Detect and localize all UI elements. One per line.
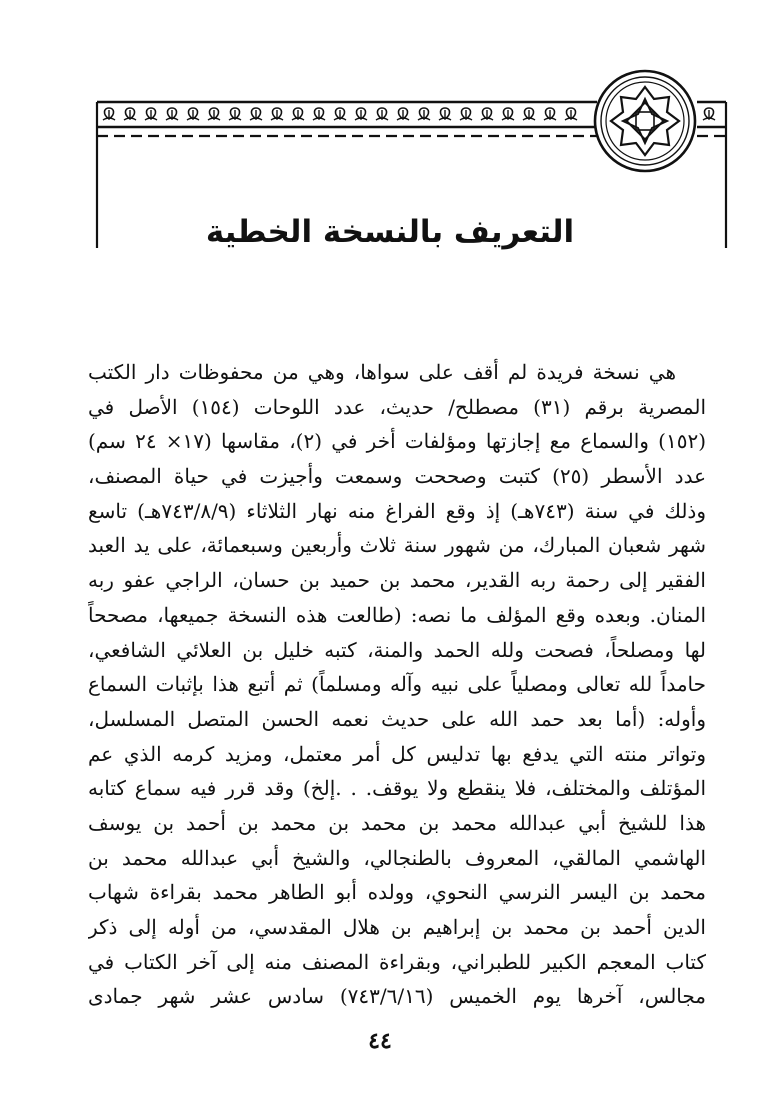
chapter-title: التعريف بالنسخة الخطية <box>205 214 575 250</box>
body-line: (١٥٢) والسماع مع إجازتها ومؤلفات أخر في (٢)، مقاسها (١٧× ٢٤ سم) <box>88 429 706 454</box>
body-line: المنان. وبعده وقع المؤلف ما نصه: (طالعت هذه النسخة جميعها، مصححاً <box>88 602 706 627</box>
body-line: الدين أحمد بن محمد بن إبراهيم بن هلال المقدسي، من أوله إلى ذكر <box>88 915 706 939</box>
body-line: حامداً لله تعالى ومصلياً على نبيه وآله ومسلماً) ثم أتبع هذا بإثبات السماع <box>88 672 706 697</box>
body-line: لها ومصلحاً، فصحت ولله الحمد والمنة، كتبه خليل بن العلائي الشافعي، <box>88 637 706 662</box>
geometric-medallion-icon <box>595 71 695 171</box>
body-line: عدد الأسطر (٢٥) كتبت وصححت وسمعت وأجيزت في حياة المصنف، <box>88 464 706 489</box>
body-line: الهاشمي المالقي، المعروف بالطنجالي، والشيخ أبي عبدالله محمد بن <box>88 845 706 870</box>
body-line: المؤتلف والمختلف، فلا ينقطع ولا يوقف. . .إلخ) وقد قرر فيه سماع كتابه <box>88 776 706 801</box>
body-line: محمد بن اليسر النرسي النحوي، وولده أبو الطاهر محمد بقراءة شهاب <box>88 880 706 905</box>
body-line: الفقير إلى رحمة ربه القدير، محمد بن حميد بن حسان، الراجي عفو ربه <box>88 568 706 593</box>
body-line: مجالس، آخرها يوم الخميس (٧٤٣/٦/١٦) سادس عشر شهر جمادى <box>88 984 706 1009</box>
page-number: ٤٤ <box>368 1028 392 1054</box>
body-line: وأوله: (أما بعد حمد الله على حديث نعمه الحسن المتصل المسلسل، <box>88 706 706 731</box>
body-line: هذا للشيخ أبي عبدالله محمد بن محمد بن محمد بن أحمد بن يوسف <box>88 810 706 835</box>
body-text <box>88 355 706 1014</box>
body-line: كتاب المعجم الكبير للطبراني، وبقراءة المصنف منه إلى آخر الكتاب في <box>88 949 706 974</box>
body-line: هي نسخة فريدة لم أقف على سواها، وهي من محفوظات دار الكتب <box>88 360 676 384</box>
body-line: وذلك في سنة (٧٤٣هـ) إذ وقع الفراغ منه نهار الثلاثاء (٧٤٣/٨/٩هـ) تاسع <box>88 498 706 523</box>
body-line: المصرية برقم (٣١) مصطلح/ حديث، عدد اللوحات (١٥٤) الأصل في <box>88 394 706 419</box>
body-line: شهر شعبان المبارك، من شهور سنة ثلاث وأربعين وسبعمائة، على يد العبد <box>88 533 706 558</box>
body-line: وتواتر منته التي يدفع بها تدليس كل أمر معتمل، ومزيد كرمه الذي عم <box>88 741 706 766</box>
